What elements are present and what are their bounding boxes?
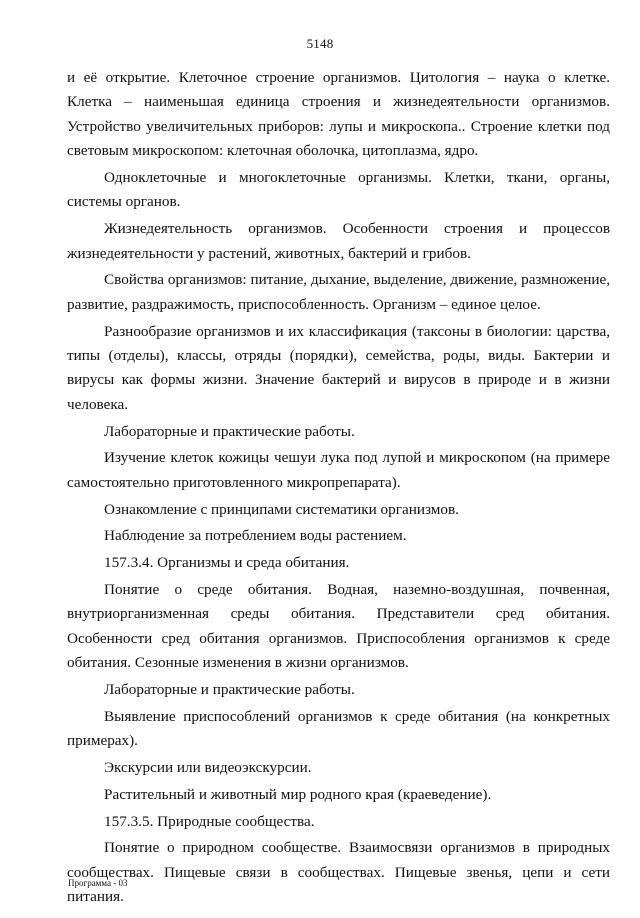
paragraph: Изучение клеток кожицы чешуи лука под лупой и микроскопом (на примере самостоятельно приготовленного микропрепарата).	[67, 449, 610, 491]
paragraph: Жизнедеятельность организмов. Особенности строения и процессов жизнедеятельности у растений, животных, бактерий и грибов.	[67, 220, 610, 262]
paragraph: Свойства организмов: питание, дыхание, выделение, движение, размножение, развитие, раздражимость, приспособленность. Организм – единое целое.	[67, 271, 610, 313]
paragraph: Растительный и животный мир родного края (краеведение).	[104, 785, 492, 803]
section-subheading: Экскурсии или видеоэкскурсии.	[104, 759, 312, 777]
section-subheading: Лабораторные и практические работы.	[104, 422, 355, 440]
paragraph: Разнообразие организмов и их классификация (таксоны в биологии: царства, типы (отделы), классы, отряды (порядки), семейства, роды, виды. Бактерии и вирусы как формы жизни. Значение бактерий и вирусов в природе и в жизни человека.	[67, 322, 610, 413]
body-text	[67, 66, 610, 912]
paragraph: Выявление приспособлений организмов к среде обитания (на конкретных примерах).	[67, 707, 610, 750]
paragraph: Ознакомление с принципами систематики организмов.	[104, 500, 459, 518]
paragraph: Понятие о среде обитания. Водная, наземно-воздушная, почвенная, внутриорганизменная среды обитания. Представители сред обитания. Особенности сред обитания организмов. Приспособления организмов к среде обитания. Сезонные изменения в жизни организмов.	[67, 581, 610, 672]
paragraph: Одноклеточные и многоклеточные организмы. Клетки, ткани, органы, системы органов.	[67, 169, 610, 211]
section-heading: 157.3.5. Природные сообщества.	[104, 812, 315, 830]
paragraph: Понятие о природном сообществе. Взаимосвязи организмов в природных сообществах. Пищевые связи в сообществах. Пищевые звенья, цепи и сети питания.	[67, 839, 610, 906]
section-subheading: Лабораторные и практические работы.	[104, 681, 355, 699]
section-heading: 157.3.4. Организмы и среда обитания.	[104, 554, 350, 572]
page-number: 5148	[306, 36, 334, 51]
paragraph: Наблюдение за потреблением воды растением.	[104, 527, 407, 545]
paragraph: и её открытие. Клеточное строение организмов. Цитология – наука о клетке. Клетка – наименьшая единица строения и жизнедеятельности организмов. Устройство увеличительных приборов: лупы и микроскопа.. Строение клетки под световым микроскопом: клеточная оболочка, цитоплазма, ядро.	[67, 69, 610, 160]
footer-label: Программа - 03	[68, 878, 128, 888]
